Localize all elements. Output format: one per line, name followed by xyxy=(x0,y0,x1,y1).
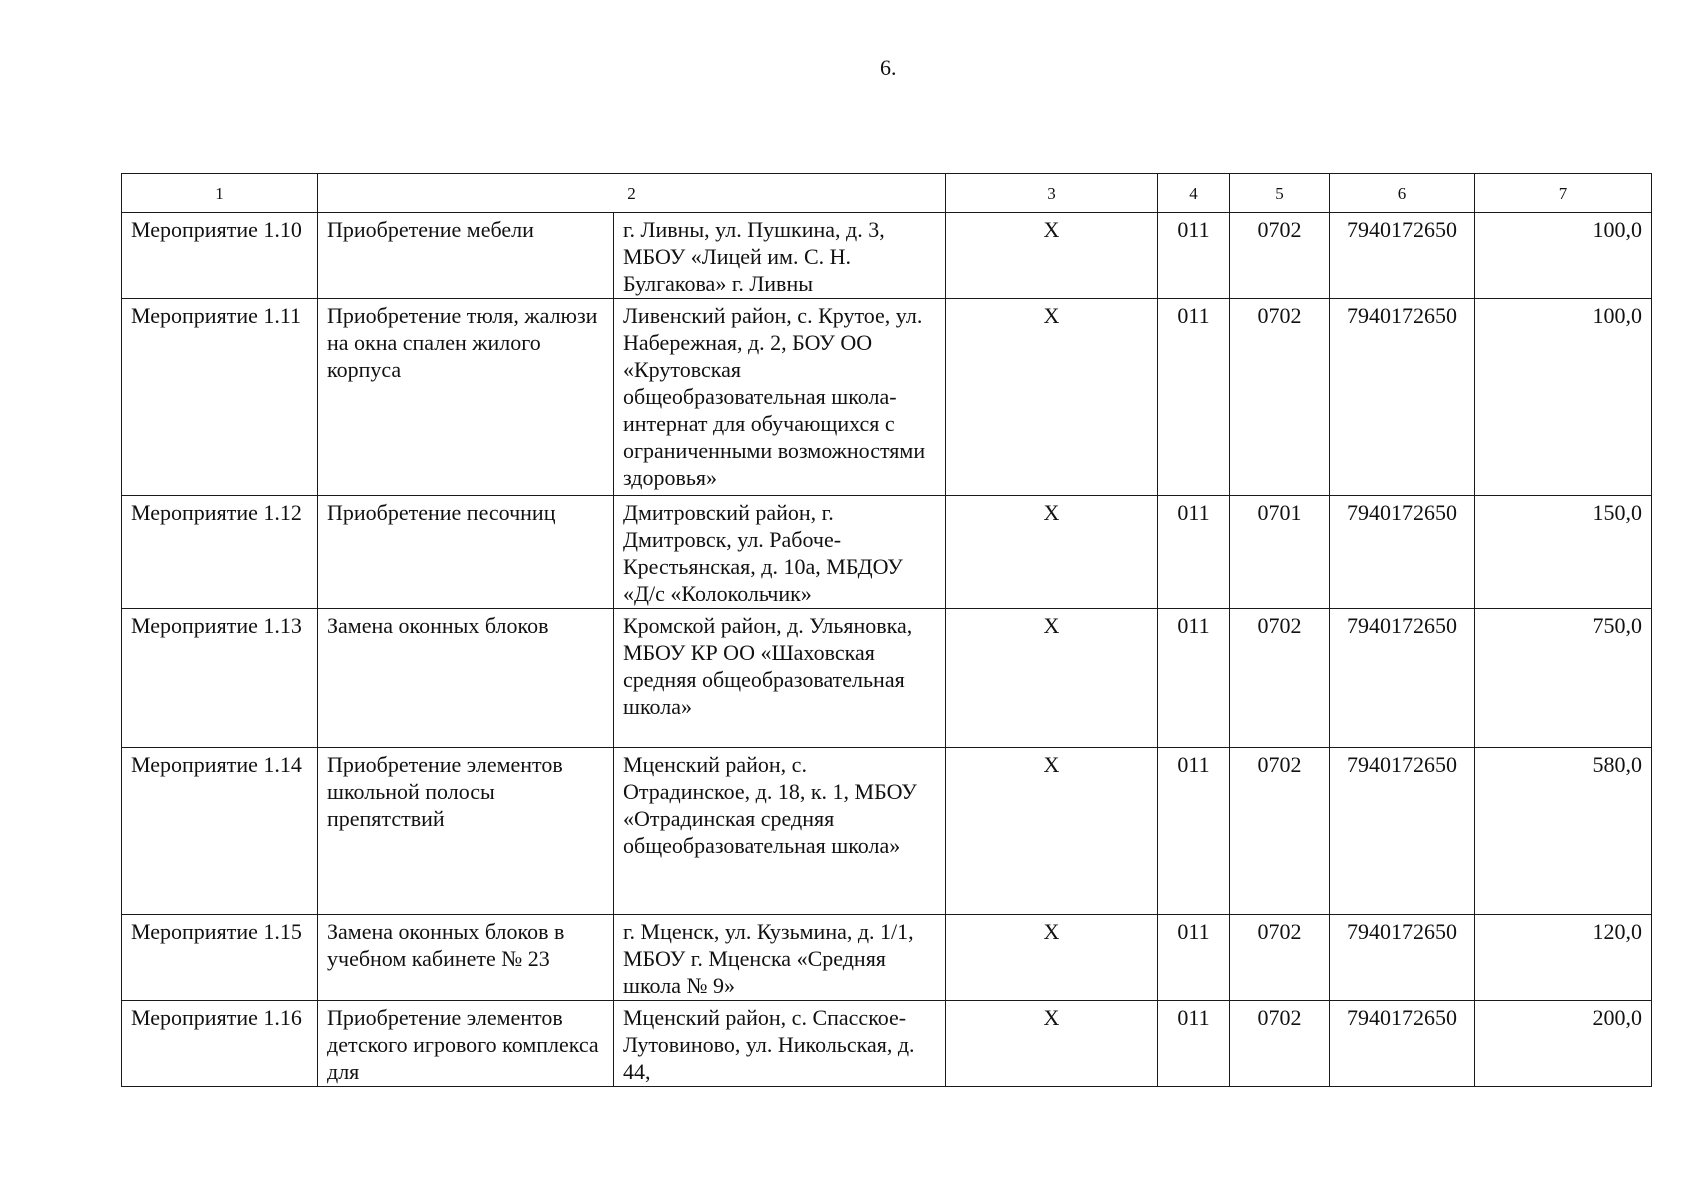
event-cell: Мероприятие 1.15 xyxy=(122,915,318,1001)
col6-cell: 7940172650 xyxy=(1330,213,1475,299)
header-cell-7: 7 xyxy=(1475,174,1652,213)
col5-cell: 0702 xyxy=(1230,1001,1330,1087)
table-row xyxy=(122,915,1652,1001)
description-cell: Замена оконных блоков xyxy=(318,609,614,748)
header-cell-3: 3 xyxy=(946,174,1158,213)
col3-cell: Х xyxy=(946,609,1158,748)
col4-cell: 011 xyxy=(1158,748,1230,915)
table-row xyxy=(122,299,1652,496)
location-cell: г. Ливны, ул. Пушкина, д. 3, МБОУ «Лицей им. С. Н. Булгакова» г. Ливны xyxy=(614,213,946,299)
col5-cell: 0702 xyxy=(1230,748,1330,915)
description-cell: Приобретение тюля, жалюзи на окна спален жилого корпуса xyxy=(318,299,614,496)
col6-cell: 7940172650 xyxy=(1330,748,1475,915)
col3-cell: Х xyxy=(946,1001,1158,1087)
header-cell-2: 2 xyxy=(318,174,946,213)
col4-cell: 011 xyxy=(1158,299,1230,496)
event-cell: Мероприятие 1.10 xyxy=(122,213,318,299)
col6-cell: 7940172650 xyxy=(1330,299,1475,496)
col5-cell: 0702 xyxy=(1230,213,1330,299)
location-cell: Ливенский район, с. Крутое, ул. Набережная, д. 2, БОУ ОО «Крутовская общеобразовательная школа-интернат для обучающихся с ограниченными возможностями здоровья» xyxy=(614,299,946,496)
col3-cell: Х xyxy=(946,213,1158,299)
col5-cell: 0702 xyxy=(1230,609,1330,748)
measures-table xyxy=(121,173,1652,1087)
col7-cell: 120,0 xyxy=(1475,915,1652,1001)
col6-cell: 7940172650 xyxy=(1330,496,1475,609)
event-cell: Мероприятие 1.14 xyxy=(122,748,318,915)
event-cell: Мероприятие 1.16 xyxy=(122,1001,318,1087)
event-cell: Мероприятие 1.13 xyxy=(122,609,318,748)
description-cell: Замена оконных блоков в учебном кабинете № 23 xyxy=(318,915,614,1001)
table-row xyxy=(122,609,1652,748)
col7-cell: 200,0 xyxy=(1475,1001,1652,1087)
col3-cell: Х xyxy=(946,496,1158,609)
col6-cell: 7940172650 xyxy=(1330,609,1475,748)
location-cell: Мценский район, с. Отрадинское, д. 18, к. 1, МБОУ «Отрадинская средняя общеобразовательная школа» xyxy=(614,748,946,915)
col3-cell: Х xyxy=(946,748,1158,915)
page-number: 6. xyxy=(880,55,897,80)
col3-cell: Х xyxy=(946,915,1158,1001)
description-cell: Приобретение мебели xyxy=(318,213,614,299)
col3-cell: Х xyxy=(946,299,1158,496)
location-cell: Дмитровский район, г. Дмитровск, ул. Рабоче-Крестьянская, д. 10а, МБДОУ «Д/с «Колокольчик» xyxy=(614,496,946,609)
location-cell: г. Мценск, ул. Кузьмина, д. 1/1, МБОУ г. Мценска «Средняя школа № 9» xyxy=(614,915,946,1001)
table-row xyxy=(122,1001,1652,1087)
header-cell-5: 5 xyxy=(1230,174,1330,213)
event-cell: Мероприятие 1.12 xyxy=(122,496,318,609)
header-cell-6: 6 xyxy=(1330,174,1475,213)
description-cell: Приобретение элементов школьной полосы препятствий xyxy=(318,748,614,915)
col4-cell: 011 xyxy=(1158,1001,1230,1087)
header-cell-1: 1 xyxy=(122,174,318,213)
col4-cell: 011 xyxy=(1158,915,1230,1001)
description-cell: Приобретение песочниц xyxy=(318,496,614,609)
location-cell: Мценский район, с. Спасское-Лутовиново, ул. Никольская, д. 44, xyxy=(614,1001,946,1087)
table-row xyxy=(122,748,1652,915)
table-row xyxy=(122,213,1652,299)
col5-cell: 0702 xyxy=(1230,915,1330,1001)
col7-cell: 580,0 xyxy=(1475,748,1652,915)
event-cell: Мероприятие 1.11 xyxy=(122,299,318,496)
col4-cell: 011 xyxy=(1158,496,1230,609)
header-cell-4: 4 xyxy=(1158,174,1230,213)
header-row xyxy=(122,174,1652,213)
col7-cell: 150,0 xyxy=(1475,496,1652,609)
col7-cell: 100,0 xyxy=(1475,299,1652,496)
location-cell: Кромской район, д. Ульяновка, МБОУ КР ОО «Шаховская средняя общеобразовательная школа» xyxy=(614,609,946,748)
col5-cell: 0702 xyxy=(1230,299,1330,496)
table-row xyxy=(122,496,1652,609)
col7-cell: 750,0 xyxy=(1475,609,1652,748)
col6-cell: 7940172650 xyxy=(1330,915,1475,1001)
col4-cell: 011 xyxy=(1158,609,1230,748)
col7-cell: 100,0 xyxy=(1475,213,1652,299)
col5-cell: 0701 xyxy=(1230,496,1330,609)
col6-cell: 7940172650 xyxy=(1330,1001,1475,1087)
col4-cell: 011 xyxy=(1158,213,1230,299)
description-cell: Приобретение элементов детского игрового комплекса для xyxy=(318,1001,614,1087)
